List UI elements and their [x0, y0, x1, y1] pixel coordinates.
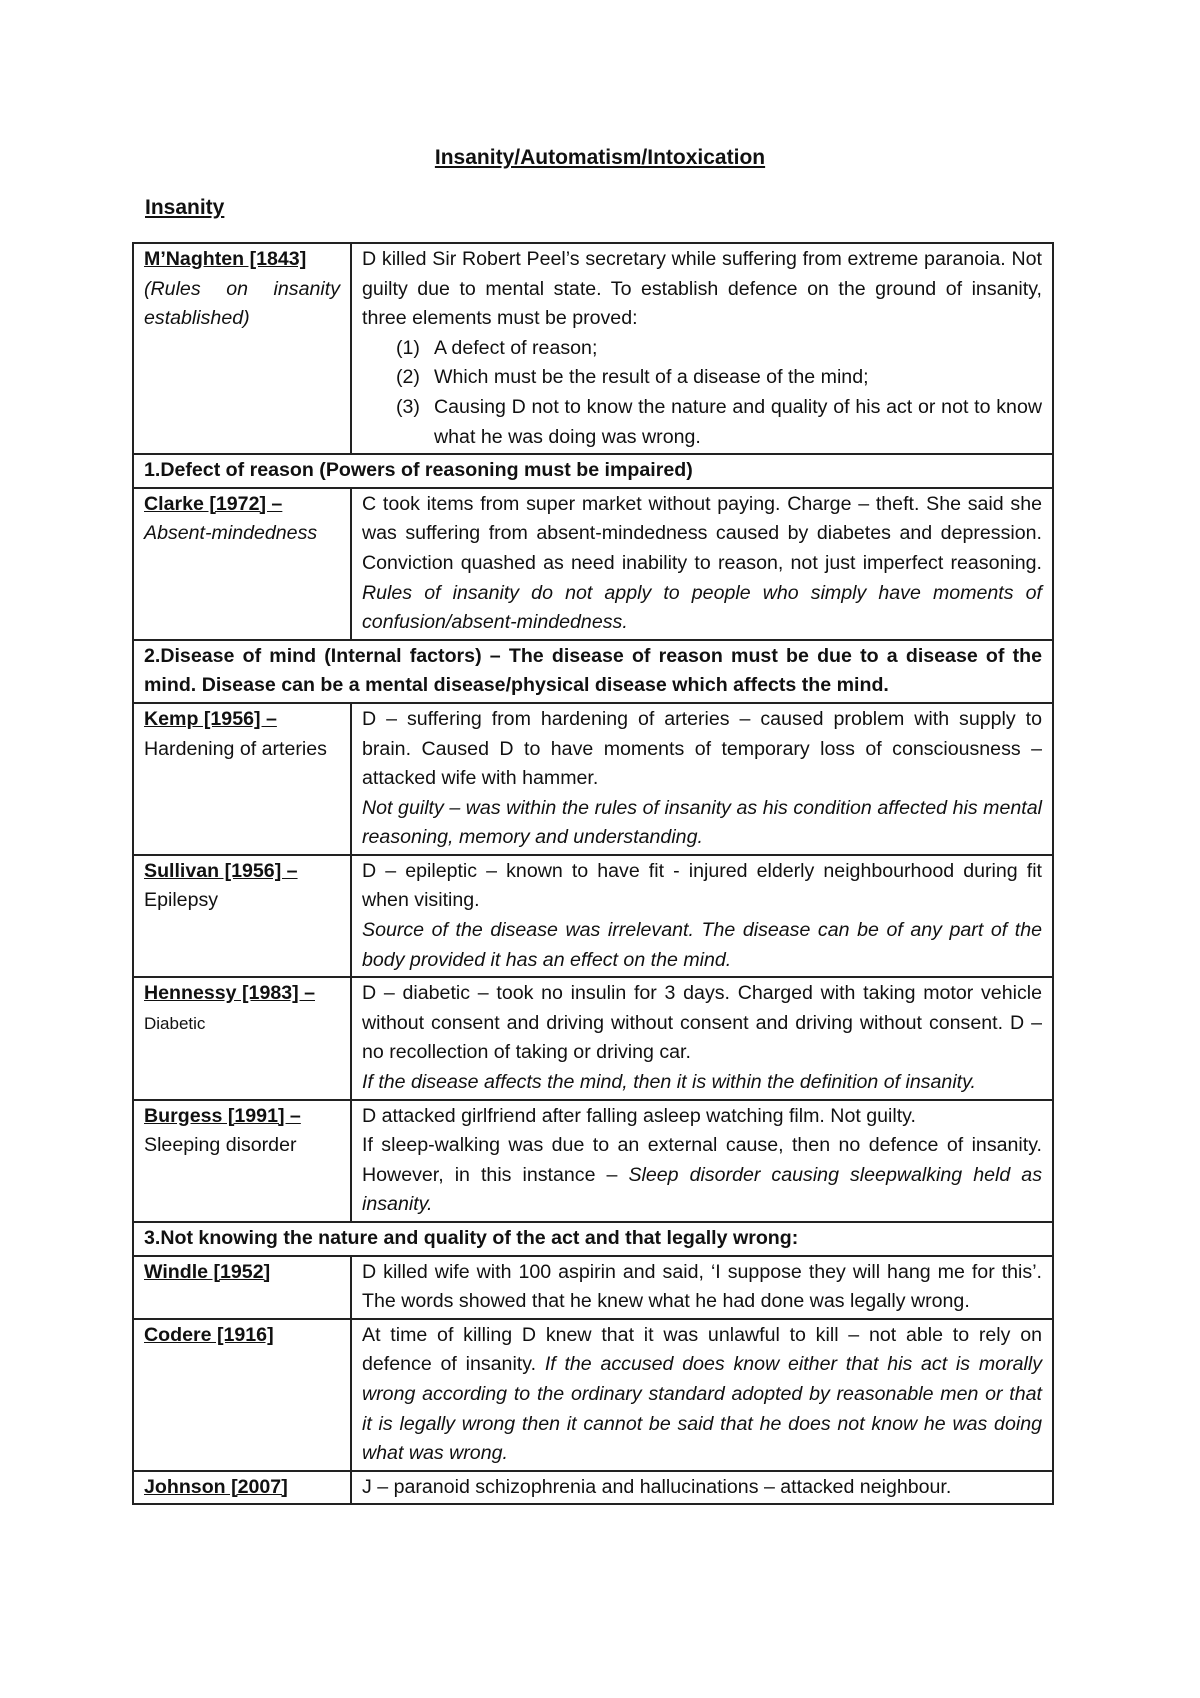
- list-item: [396, 334, 1042, 364]
- list-number: (1): [396, 336, 420, 359]
- cases-table: [132, 242, 1054, 1505]
- section-heading-insanity: Insanity: [145, 196, 225, 219]
- case-note-sullivan: Epilepsy: [144, 889, 219, 912]
- burgess-text-2: If sleep-walking was due to an external cause, then no defence of insanity. However, in this instance –: [362, 1134, 1042, 1186]
- table-row-mnaghten: [133, 243, 1053, 454]
- list-text: Which must be the result of a disease of the mind;: [434, 366, 869, 389]
- hennessy-italic: If the disease affects the mind, then it is within the definition of insanity.: [362, 1071, 976, 1094]
- list-text: A defect of reason;: [434, 336, 598, 359]
- table-row-clarke: [133, 488, 1053, 640]
- heading-disease-of-mind: 2.Disease of mind (Internal factors) – The disease of reason must be due to a disease of the mind. Disease can be a mental disease/physical disease which affects the mind.: [133, 640, 1053, 703]
- case-description: [351, 703, 1053, 855]
- case-note-kemp: Hardening of arteries: [144, 737, 327, 760]
- case-cell: [133, 1319, 351, 1471]
- table-row-codere: [133, 1319, 1053, 1471]
- case-description: [351, 1256, 1053, 1319]
- case-name-kemp: Kemp [1956] –: [144, 707, 277, 730]
- list-text: Causing D not to know the nature and quality of his act or not to know what he was doing was wrong.: [434, 395, 1042, 448]
- case-note-hennessy: Diabetic: [144, 1013, 206, 1033]
- list-item: [396, 393, 1042, 452]
- case-description: [351, 488, 1053, 640]
- table-row-burgess: [133, 1100, 1053, 1222]
- case-cell: [133, 1256, 351, 1319]
- sullivan-text: D – epileptic – known to have fit - injured elderly neighbourhood during fit when visiting.: [362, 859, 1042, 912]
- case-cell: [133, 243, 351, 454]
- clarke-text: C took items from super market without paying. Charge – theft. She said she was suffering from absent-mindedness caused by diabetes and depression. Conviction quashed as need inability to reason, not just imperfect reasoning.: [362, 492, 1042, 574]
- case-description: [351, 855, 1053, 977]
- table-row-hennessy: [133, 977, 1053, 1099]
- case-description: [351, 1319, 1053, 1471]
- case-name-hennessy: Hennessy [1983] –: [144, 982, 315, 1005]
- case-note-burgess: Sleeping disorder: [144, 1134, 297, 1157]
- heading-defect-of-reason: 1.Defect of reason (Powers of reasoning must be impaired): [133, 454, 1053, 488]
- windle-text: D killed wife with 100 aspirin and said, ‘I suppose they will hang me for this’. The words showed that he knew what he had done was legally wrong.: [362, 1260, 1042, 1313]
- case-cell: [133, 703, 351, 855]
- case-name-sullivan: Sullivan [1956] –: [144, 859, 298, 882]
- case-name-johnson: Johnson [2007]: [144, 1475, 288, 1498]
- case-description: [351, 1100, 1053, 1222]
- case-cell: [133, 1100, 351, 1222]
- case-name-codere: Codere [1916]: [144, 1323, 274, 1346]
- burgess-italic: Sleep disorder causing sleepwalking held as insanity.: [362, 1163, 1042, 1216]
- heading-not-knowing: 3.Not knowing the nature and quality of the act and that legally wrong:: [133, 1222, 1053, 1256]
- johnson-text: J – paranoid schizophrenia and hallucinations – attacked neighbour.: [362, 1475, 952, 1498]
- case-cell: [133, 488, 351, 640]
- elements-list: [362, 334, 1042, 452]
- kemp-italic: Not guilty – was within the rules of insanity as his condition affected his mental reasoning, memory and understanding.: [362, 796, 1042, 849]
- mnaghten-text: D killed Sir Robert Peel’s secretary while suffering from extreme paranoia. Not guilty due to mental state. To establish defence on the ground of insanity, three elements must be proved:: [362, 248, 1042, 330]
- page-title: Insanity/Automatism/Intoxication: [434, 146, 766, 169]
- kemp-text: D – suffering from hardening of arteries – caused problem with supply to brain. Caused D to have moments of temporary loss of consciousness – attacked wife with hammer.: [362, 707, 1042, 790]
- list-number: (3): [396, 395, 420, 418]
- case-name-clarke: Clarke [1972] –: [144, 492, 283, 515]
- codere-text: At time of killing D knew that it was unlawful to kill – not able to rely on defence of insanity.: [362, 1323, 1042, 1376]
- case-name-mnaghten: M’Naghten [1843]: [144, 248, 307, 270]
- case-cell: [133, 977, 351, 1099]
- list-item: [396, 363, 1042, 393]
- burgess-text-1: D attacked girlfriend after falling asleep watching film. Not guilty.: [362, 1104, 916, 1127]
- case-description: [351, 1471, 1053, 1505]
- table-row-sullivan: [133, 855, 1053, 977]
- case-note-clarke: Absent-mindedness: [144, 522, 318, 545]
- codere-italic: If the accused does know either that his act is morally wrong according to the ordinary standard adopted by reasonable men or that it is legally wrong then it cannot be said that he does not know he was doing what was wrong.: [362, 1353, 1042, 1465]
- case-name-burgess: Burgess [1991] –: [144, 1104, 301, 1127]
- clarke-italic: Rules of insanity do not apply to people who simply have moments of confusion/absent-mindedness.: [362, 581, 1042, 634]
- table-row-heading-3: [133, 1222, 1053, 1256]
- case-cell: [133, 855, 351, 977]
- table-row-windle: [133, 1256, 1053, 1319]
- table-row-kemp: [133, 703, 1053, 855]
- sullivan-italic: Source of the disease was irrelevant. The disease can be of any part of the body provided it has an effect on the mind.: [362, 919, 1042, 971]
- table-row-heading-1: [133, 454, 1053, 488]
- hennessy-text: D – diabetic – took no insulin for 3 days. Charged with taking motor vehicle without consent and driving without consent and driving without consent. D – no recollection of taking or driving car.: [362, 982, 1042, 1064]
- table-row-johnson: [133, 1471, 1053, 1505]
- case-cell: [133, 1471, 351, 1505]
- list-number: (2): [396, 366, 420, 389]
- case-name-windle: Windle [1952]: [144, 1260, 271, 1283]
- case-description: [351, 977, 1053, 1099]
- case-note-mnaghten: (Rules on insanity established): [144, 277, 340, 330]
- case-description: [351, 243, 1053, 454]
- table-row-heading-2: [133, 640, 1053, 703]
